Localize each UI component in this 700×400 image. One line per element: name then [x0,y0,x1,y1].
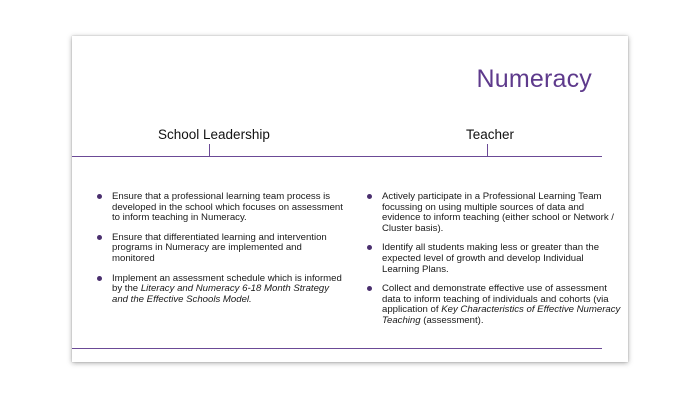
teacher-heading: Teacher [466,127,515,142]
right-connector-tick [487,144,488,156]
bottom-divider [72,348,602,349]
list-item-text: Actively participate in a Professional Learning Team focussing on using multiple sources of data and evidence to inform teaching (either school or Network / Cluster basis). [382,191,614,234]
list-item-text: Ensure that differentiated learning and intervention programs in Numeracy are implemented and monitored [112,231,327,264]
school-leadership-list [97,192,347,314]
list-item-text: Implement an assessment schedule which is informed by the [112,272,342,295]
list-item [97,233,347,265]
list-item-text: Identify all students making less or greater than the expected level of growth and develop Individual Learning Plans. [382,242,600,275]
list-item [367,192,623,234]
teacher-list [367,192,623,336]
bullet-dot-icon [97,194,102,199]
list-item [97,192,347,224]
list-item [367,243,623,275]
list-item-text: Ensure that a professional learning team process is developed in the school which focuses on assessment to inform teaching in Numeracy. [112,191,343,224]
bullet-dot-icon [97,276,102,281]
slide-title: Numeracy [476,65,592,93]
school-leadership-heading: School Leadership [158,127,270,142]
list-item-suffix-text: (assessment). [420,314,484,326]
slide [72,36,628,362]
list-item [97,274,347,306]
list-item-italic-text: Key Characteristics of Effective Numeracy Teaching [382,304,621,326]
bullet-dot-icon [367,286,372,291]
list-item-italic-text: Literacy and Numeracy 6-18 Month Strategy and the Effective Schools Model. [112,283,330,305]
list-item [367,284,623,326]
bullet-dot-icon [367,194,372,199]
bullet-dot-icon [367,245,372,250]
bullet-dot-icon [97,235,102,240]
left-connector-tick [209,144,210,156]
list-item-text: Collect and demonstrate effective use of assessment data to inform teaching of individuals and cohorts (via application of [382,283,609,316]
top-divider [72,156,602,157]
